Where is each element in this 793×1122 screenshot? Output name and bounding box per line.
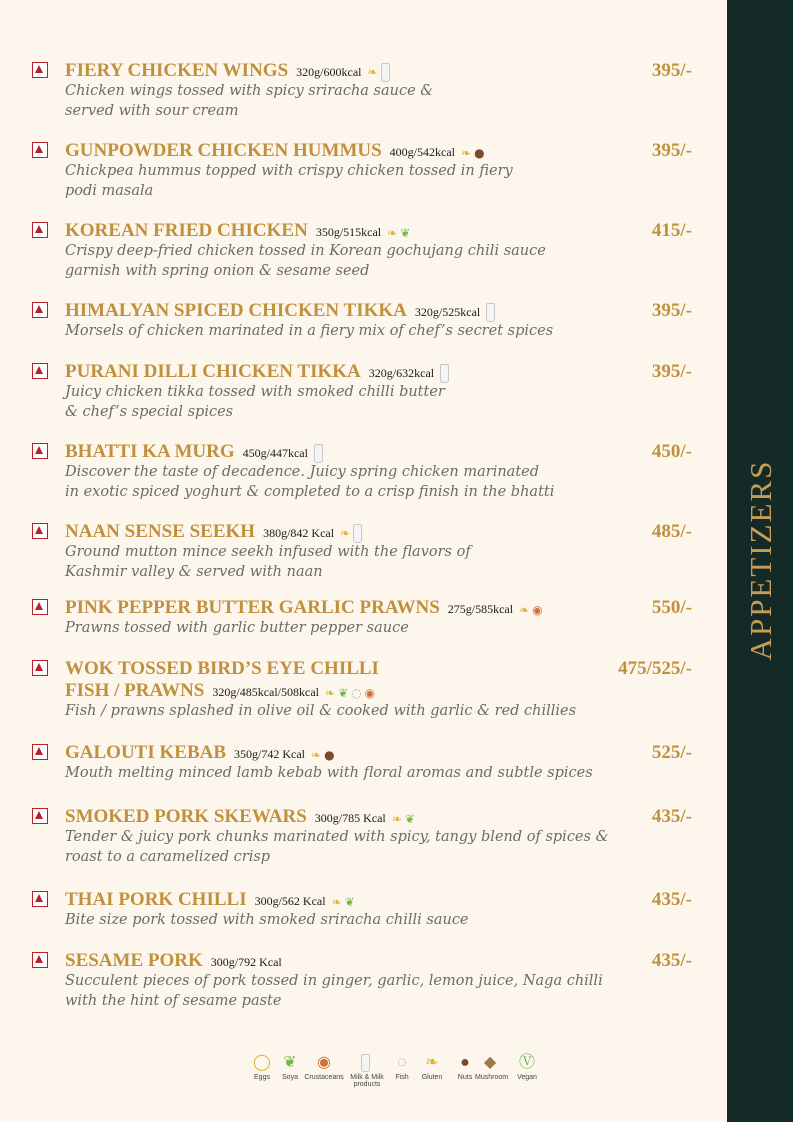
item-price: 550/- — [651, 597, 692, 618]
item-description-line: garnish with spring onion & sesame seed — [65, 262, 370, 279]
item-name: SESAME PORK — [65, 950, 203, 971]
item-title-line — [65, 220, 413, 242]
item-description — [65, 82, 625, 121]
item-weight-calories: 300g/792 Kcal — [210, 955, 282, 969]
allergen-legend — [247, 1052, 547, 1102]
gluten-icon: ❧ — [387, 225, 398, 240]
item-description-line: Fish / prawns splashed in olive oil & cooked with garlic & red chillies — [65, 703, 577, 719]
item-name: GUNPOWDER CHICKEN HUMMUS — [65, 140, 382, 161]
milk-icon — [486, 303, 495, 322]
soya-icon: ❦ — [338, 685, 349, 700]
gluten-icon: ❧ — [311, 747, 322, 762]
gluten-icon: ❧ — [461, 145, 472, 160]
allergen-icons — [311, 744, 338, 763]
item-description — [65, 828, 625, 867]
item-name: THAI PORK CHILLI — [65, 889, 247, 910]
gluten-icon: ❧ — [367, 65, 378, 79]
item-description-line: Mouth melting minced lamb kebab with floral aromas and subtle spices — [65, 765, 593, 781]
allergen-icons — [392, 808, 418, 827]
item-title-line — [65, 60, 394, 82]
item-weight-calories: 380g/842 Kcal — [263, 526, 335, 540]
allergen-icons — [387, 222, 413, 241]
gluten-icon: ❧ — [425, 1054, 439, 1071]
legend-item — [275, 1052, 305, 1081]
allergen-icons — [367, 62, 393, 82]
milk-icon — [381, 63, 390, 82]
soya-icon: ❦ — [400, 225, 411, 240]
milk-icon — [353, 524, 362, 543]
item-description-line: Succulent pieces of pork tossed in ginger, garlic, lemon juice, Naga chilli — [65, 973, 603, 989]
soya-icon: ❦ — [344, 894, 355, 909]
item-description-line: Prawns tossed with garlic butter pepper sauce — [65, 620, 409, 636]
item-price: 435/- — [651, 889, 692, 910]
item-price: 395/- — [651, 60, 692, 81]
non-veg-icon — [32, 660, 48, 676]
item-description — [65, 911, 625, 931]
item-description — [65, 322, 625, 342]
item-description — [65, 764, 625, 784]
item-weight-calories: 275g/585kcal — [447, 602, 514, 616]
soya-icon: ❦ — [283, 1054, 297, 1071]
item-price: 415/- — [651, 220, 692, 241]
milk-icon — [314, 444, 323, 463]
allergen-icons — [486, 302, 499, 322]
legend-item — [347, 1052, 387, 1088]
non-veg-icon — [32, 523, 48, 539]
item-description-line: Bite size pork tossed with smoked sriracha chilli sauce — [65, 912, 469, 928]
crustaceans-icon: ◉ — [532, 602, 543, 617]
item-price: 395/- — [651, 300, 692, 321]
legend-label: Eggs — [254, 1074, 270, 1081]
item-price: 395/- — [651, 140, 692, 161]
item-price: 435/- — [651, 950, 692, 971]
item-description — [65, 702, 625, 722]
legend-label: Vegan — [517, 1074, 537, 1081]
milk-icon — [347, 1052, 387, 1074]
allergen-icons — [332, 891, 358, 910]
legend-item — [417, 1052, 447, 1081]
legend-label: Milk & Milk products — [350, 1074, 384, 1088]
item-description — [65, 972, 625, 1011]
item-weight-calories: 300g/562 Kcal — [254, 894, 326, 908]
nuts-icon: ● — [460, 1054, 470, 1071]
nuts-icon: ● — [324, 747, 335, 762]
item-title-line — [65, 742, 338, 764]
item-name: BHATTI KA MURG — [65, 441, 235, 462]
legend-item — [387, 1052, 417, 1081]
fish-icon: ◌ — [397, 1054, 407, 1071]
item-weight-calories: 300g/785 Kcal — [314, 811, 386, 825]
item-description-line: Kashmir valley & served with naan — [65, 563, 323, 580]
item-name: KOREAN FRIED CHICKEN — [65, 220, 308, 241]
non-veg-icon — [32, 599, 48, 615]
item-weight-calories: 320g/632kcal — [368, 366, 435, 380]
non-veg-icon — [32, 744, 48, 760]
item-weight-calories: 320g/485kcal/508kcal — [212, 685, 319, 699]
item-price: 395/- — [651, 361, 692, 382]
item-description — [65, 463, 625, 502]
item-name: SMOKED PORK SKEWARS — [65, 806, 307, 827]
non-veg-icon — [32, 363, 48, 379]
allergen-icons — [325, 682, 378, 701]
allergen-icons — [461, 142, 488, 161]
item-description-line: Chicken wings tossed with spicy sriracha sauce & — [65, 83, 434, 99]
non-veg-icon — [32, 952, 48, 968]
item-title-line — [65, 950, 282, 972]
legend-label: Nuts — [457, 1074, 473, 1081]
soya-icon: ❦ — [404, 811, 415, 826]
non-veg-icon — [32, 142, 48, 158]
eggs-icon: ◯ — [253, 1054, 271, 1071]
item-description — [65, 543, 625, 582]
item-name: NAAN SENSE SEEKH — [65, 521, 256, 542]
gluten-icon: ❧ — [391, 811, 402, 826]
item-name: FIERY CHICKEN WINGS — [65, 60, 289, 81]
item-weight-calories: 350g/515kcal — [315, 225, 382, 239]
item-title-line — [65, 140, 488, 162]
gluten-icon: ❧ — [325, 685, 336, 700]
gluten-icon: ❧ — [519, 602, 530, 617]
item-description-line: & chef’s special spices — [65, 403, 234, 420]
section-title: APPETIZERS — [743, 459, 778, 661]
legend-label: Soya — [282, 1074, 298, 1081]
non-veg-icon — [32, 891, 48, 907]
non-veg-icon — [32, 443, 48, 459]
item-name-2: FISH / PRAWNS — [65, 680, 205, 701]
gluten-icon: ❧ — [331, 894, 342, 909]
nuts-icon: ● — [474, 145, 485, 160]
item-title-line — [65, 889, 358, 911]
item-description-line: roast to a caramelized crisp — [65, 848, 271, 865]
item-weight-calories: 400g/542kcal — [389, 145, 455, 159]
crustaceans-icon: ◉ — [364, 685, 376, 700]
item-title-line — [65, 361, 453, 383]
item-weight-calories: 350g/742 Kcal — [234, 747, 306, 761]
gluten-icon: ❧ — [340, 526, 351, 540]
non-veg-icon — [32, 62, 48, 78]
item-description — [65, 242, 625, 281]
item-description-line: Discover the taste of decadence. Juicy spring chicken marinated — [65, 464, 540, 480]
item-weight-calories: 320g/525kcal — [414, 305, 481, 319]
non-veg-icon — [32, 808, 48, 824]
item-description — [65, 383, 625, 422]
item-title-line — [65, 597, 546, 619]
allergen-icons — [340, 523, 366, 543]
item-title-line-2 — [65, 680, 378, 702]
vegan-icon: Ⓥ — [518, 1054, 535, 1071]
item-description-line: with the hint of sesame paste — [65, 992, 282, 1009]
legend-label: Crustaceans — [304, 1074, 344, 1081]
legend-item — [247, 1052, 277, 1081]
item-description-line: Morsels of chicken marinated in a fiery mix of chef’s secret spices — [65, 323, 554, 339]
legend-label: Gluten — [421, 1074, 443, 1081]
non-veg-icon — [32, 302, 48, 318]
item-name: PURANI DILLI CHICKEN TIKKA — [65, 361, 361, 382]
item-price: 475/525/- — [618, 658, 692, 679]
legend-item — [512, 1052, 542, 1081]
legend-label: Fish — [395, 1074, 409, 1081]
item-name: PINK PEPPER BUTTER GARLIC PRAWNS — [65, 597, 440, 618]
item-title-line — [65, 806, 418, 828]
item-name: HIMALYAN SPICED CHICKEN TIKKA — [65, 300, 407, 321]
allergen-icons — [519, 599, 546, 618]
legend-item — [475, 1052, 509, 1081]
allergen-icons — [440, 363, 453, 383]
legend-label: Mushroom — [475, 1074, 509, 1081]
item-description — [65, 162, 625, 201]
item-description-line: Chickpea hummus topped with crispy chicken tossed in fiery — [65, 163, 513, 179]
item-description-line: Juicy chicken tikka tossed with smoked chilli butter — [65, 384, 445, 400]
item-description — [65, 619, 625, 639]
item-title-line — [65, 300, 499, 322]
allergen-icons — [314, 443, 327, 463]
mushroom-icon: ◆ — [483, 1054, 497, 1071]
item-title-line — [65, 521, 366, 543]
item-description-line: Crispy deep-fried chicken tossed in Korean gochujang chili sauce — [65, 243, 546, 259]
item-price: 485/- — [651, 521, 692, 542]
fish-icon: ◌ — [351, 685, 362, 700]
item-description-line: podi masala — [65, 182, 154, 199]
item-price: 450/- — [651, 441, 692, 462]
legend-item — [302, 1052, 346, 1081]
item-title-line — [65, 441, 327, 463]
item-description-line: Tender & juicy pork chunks marinated with spicy, tangy blend of spices & — [65, 829, 609, 845]
section-title-wrap — [743, 459, 779, 661]
milk-icon — [440, 364, 449, 383]
crustaceans-icon: ◉ — [317, 1054, 331, 1071]
item-description-line: Ground mutton mince seekh infused with the flavors of — [65, 544, 471, 560]
item-name: WOK TOSSED BIRD’S EYE CHILLI — [65, 658, 379, 679]
item-title-line — [65, 658, 379, 680]
item-price: 435/- — [651, 806, 692, 827]
item-price: 525/- — [651, 742, 692, 763]
item-description-line: served with sour cream — [65, 102, 239, 119]
item-weight-calories: 320g/600kcal — [296, 65, 362, 79]
item-weight-calories: 450g/447kcal — [242, 446, 308, 460]
item-description-line: in exotic spiced yoghurt & completed to a crisp finish in the bhatti — [65, 483, 555, 500]
non-veg-icon — [32, 222, 48, 238]
item-name: GALOUTI KEBAB — [65, 742, 227, 763]
